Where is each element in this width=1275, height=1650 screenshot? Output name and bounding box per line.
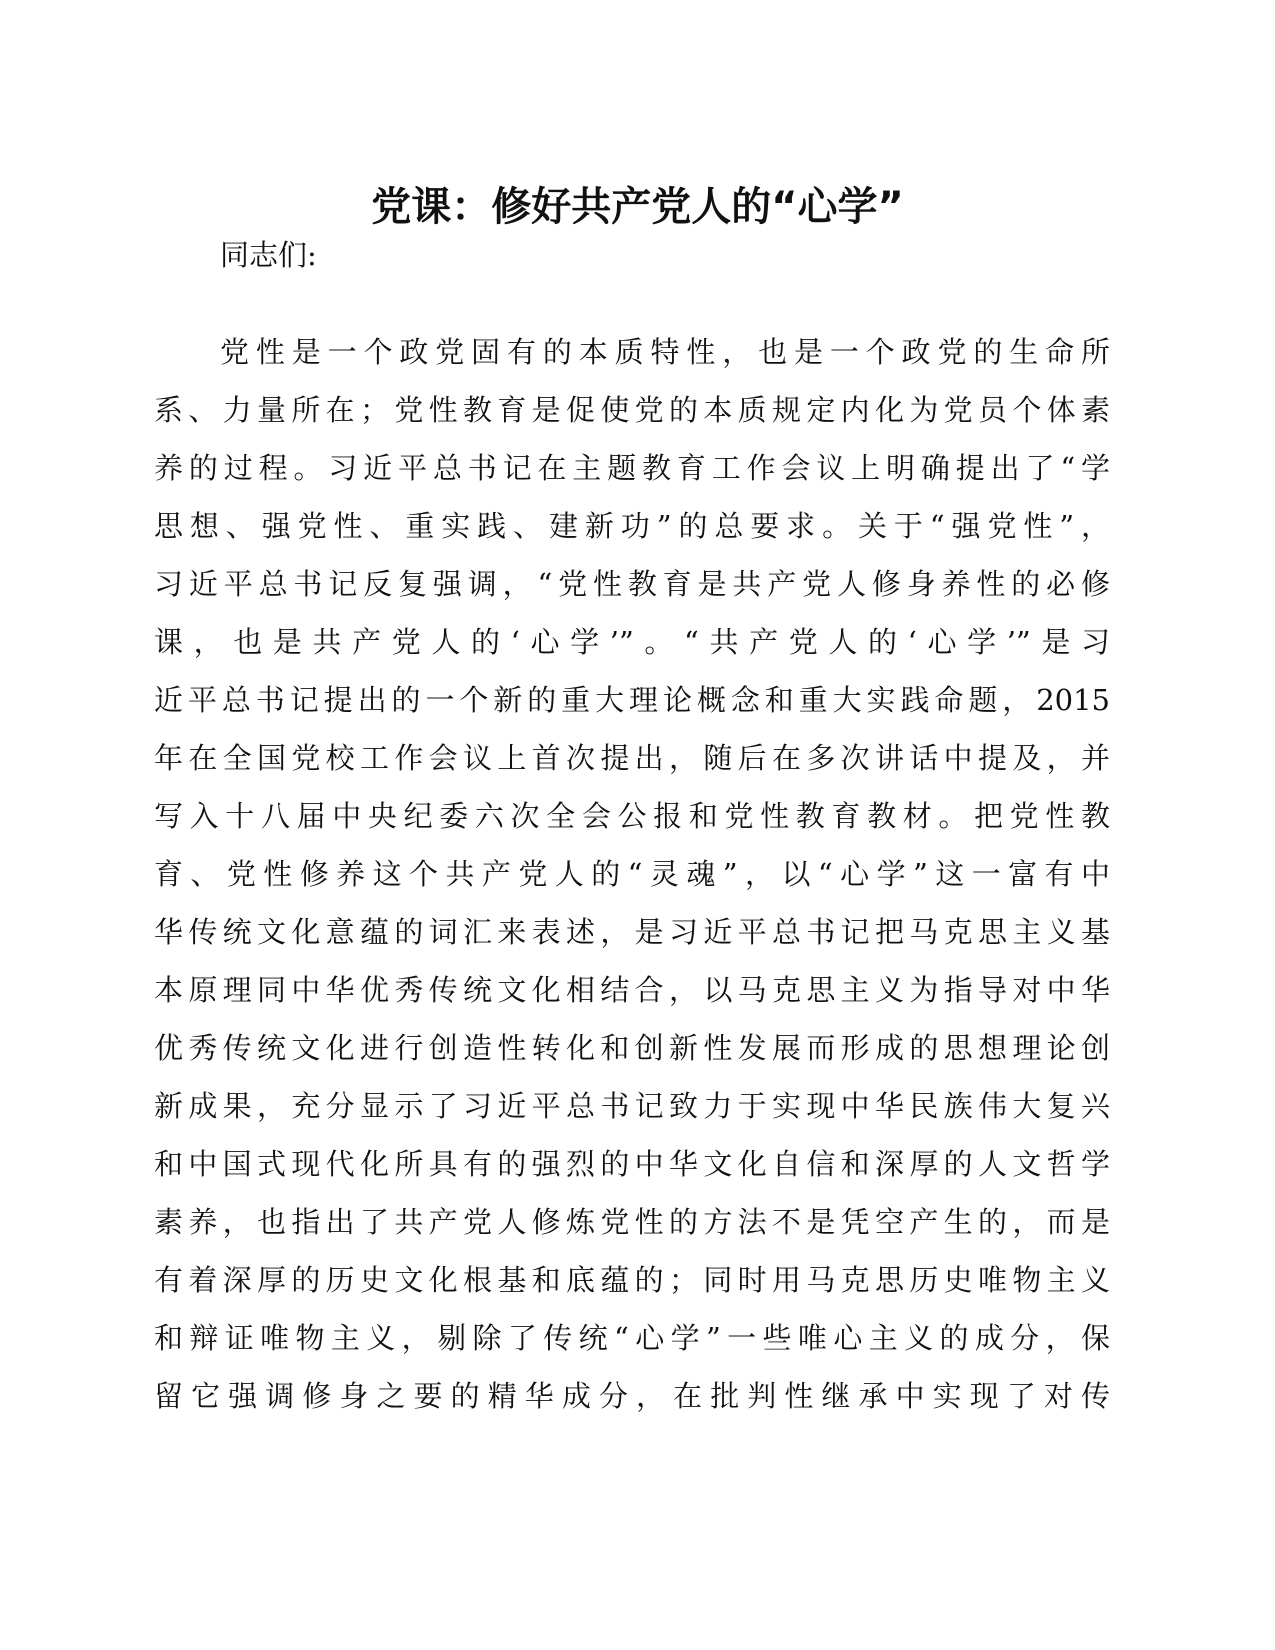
- paragraph-line: 和辩证唯物主义，剔除了传统“心学”一些唯心主义的成分，保: [154, 1321, 1110, 1355]
- paragraph-line: 党性是一个政党固有的本质特性，也是一个政党的生命所: [220, 335, 1110, 369]
- paragraph-line: 留它强调修身之要的精华成分，在批判性继承中实现了对传: [154, 1379, 1110, 1413]
- paragraph-line: 年在全国党校工作会议上首次提出，随后在多次讲话中提及，并: [154, 741, 1110, 775]
- paragraph-line: 课，也是共产党人的‘心学’”。“共产党人的‘心学’”是习: [154, 625, 1110, 659]
- paragraph-line: 写入十八届中央纪委六次全会公报和党性教育教材。把党性教: [154, 799, 1110, 833]
- paragraph-line: 习近平总书记反复强调，“党性教育是共产党人修身养性的必修: [154, 567, 1110, 601]
- page-title: 党课：修好共产党人的“心学”: [371, 184, 904, 230]
- paragraph-line: 本原理同中华优秀传统文化相结合，以马克思主义为指导对中华: [154, 973, 1110, 1007]
- paragraph-line: 新成果，充分显示了习近平总书记致力于实现中华民族伟大复兴: [154, 1089, 1110, 1123]
- paragraph-line: 近平总书记提出的一个新的重大理论概念和重大实践命题，2015: [154, 683, 1110, 717]
- paragraph-line: 优秀传统文化进行创造性转化和创新性发展而形成的思想理论创: [154, 1031, 1110, 1065]
- paragraph-line: 思想、强党性、重实践、建新功”的总要求。关于“强党性”，: [154, 509, 1110, 543]
- paragraph-line: 养的过程。习近平总书记在主题教育工作会议上明确提出了“学: [154, 451, 1110, 485]
- paragraph-line: 素养，也指出了共产党人修炼党性的方法不是凭空产生的，而是: [154, 1205, 1110, 1239]
- paragraph-line: 育、党性修养这个共产党人的“灵魂”，以“心学”这一富有中: [154, 857, 1110, 891]
- paragraph-line: 系、力量所在；党性教育是促使党的本质规定内化为党员个体素: [154, 393, 1110, 427]
- salutation: 同志们:: [220, 238, 317, 272]
- paragraph-line: 有着深厚的历史文化根基和底蕴的；同时用马克思历史唯物主义: [154, 1263, 1110, 1297]
- body-paragraph: [154, 323, 1110, 1425]
- paragraph-line: 和中国式现代化所具有的强烈的中华文化自信和深厚的人文哲学: [154, 1147, 1110, 1181]
- paragraph-line: 华传统文化意蕴的词汇来表述，是习近平总书记把马克思主义基: [154, 915, 1110, 949]
